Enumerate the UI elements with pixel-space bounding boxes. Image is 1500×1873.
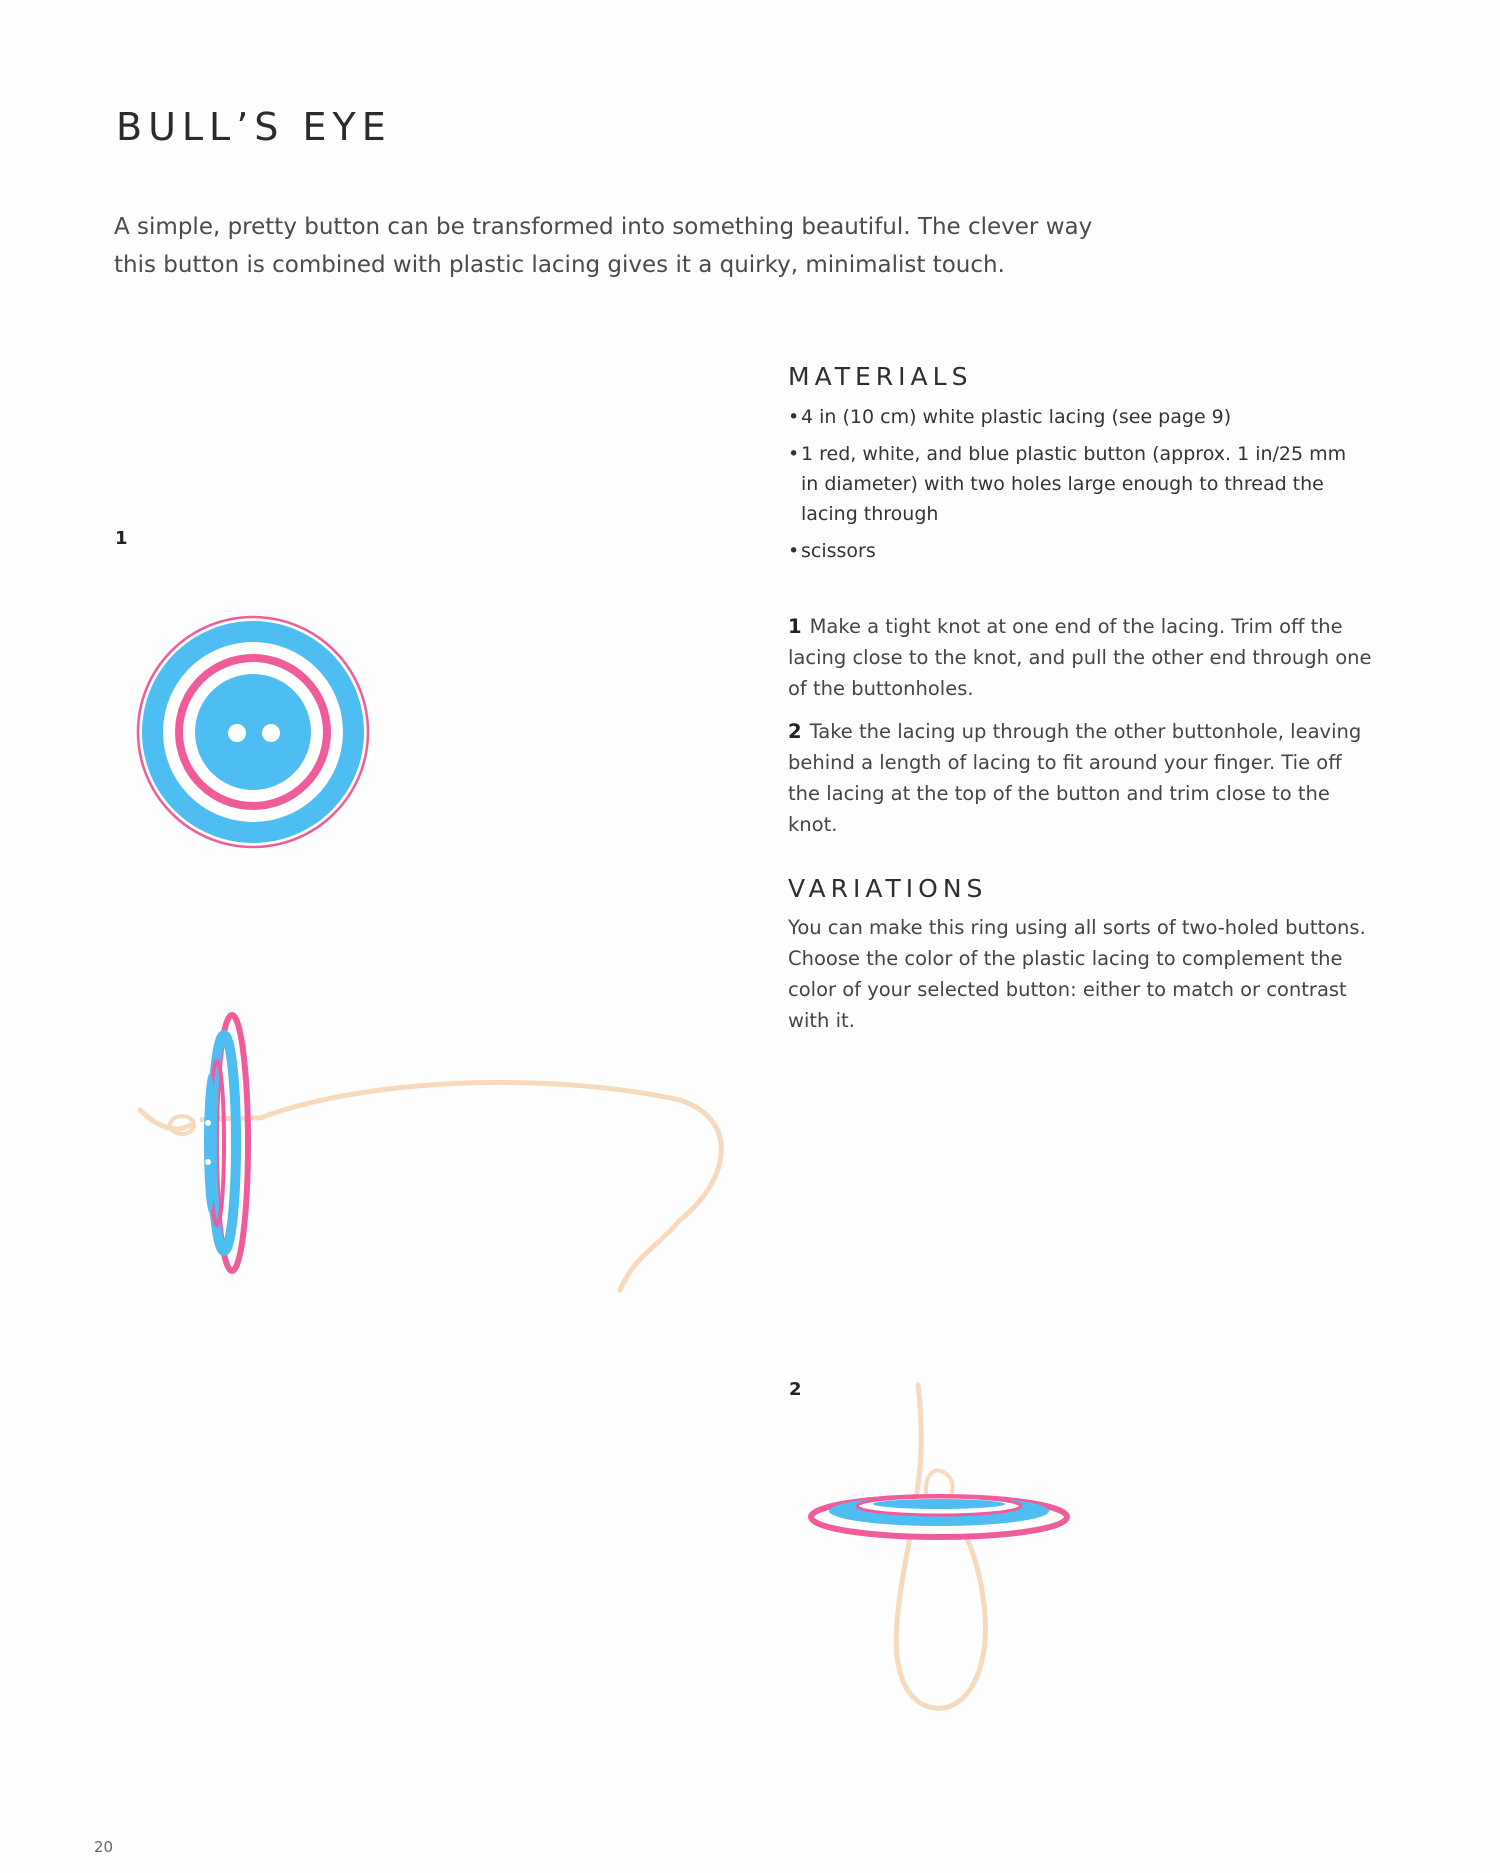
- list-item: •4 in (10 cm) white plastic lacing (see page 9): [788, 406, 1232, 428]
- material-item-text: 1 red, white, and blue plastic button (approx. 1 in/25 mm in diameter) with two holes large enough to thread the lacing through: [801, 443, 1347, 525]
- step-2: [788, 716, 1373, 840]
- step-1: [788, 611, 1373, 704]
- step-number: 2: [788, 720, 802, 743]
- page-title: BULL’S EYE: [116, 105, 392, 149]
- material-item-text: scissors: [801, 540, 876, 562]
- step-text: Make a tight knot at one end of the lacing. Trim off the lacing close to the knot, and pull the other end through one of the buttonholes.: [788, 615, 1372, 700]
- variations-heading: VARIATIONS: [788, 874, 988, 903]
- list-item: •1 red, white, and blue plastic button (approx. 1 in/25 mm in diameter) with two holes large enough to thread the lacing through: [788, 443, 1347, 525]
- button-side-view-lacing-illustration: [120, 1000, 740, 1310]
- step-number: 1: [788, 615, 802, 638]
- page-number: 20: [94, 1838, 114, 1856]
- materials-list: [788, 402, 1348, 573]
- intro-paragraph: A simple, pretty button can be transformed into something beautiful. The clever way this button is combined with plastic lacing gives it a quirky, minimalist touch.: [114, 214, 1093, 278]
- step-text: Take the lacing up through the other buttonhole, leaving behind a length of lacing to fit around your finger. Tie off the lacing at the top of the button and trim close to the knot.: [788, 720, 1362, 836]
- button-top-view-illustration: [130, 610, 380, 860]
- variations-text: You can make this ring using all sorts of two-holed buttons. Choose the color of the plastic lacing to complement the color of your selected button: either to match or contrast with it.: [788, 916, 1366, 1032]
- figure-2-label: 2: [789, 1379, 802, 1400]
- figure-1-label: 1: [115, 528, 128, 549]
- materials-heading: MATERIALS: [788, 362, 973, 391]
- list-item: •scissors: [788, 540, 876, 562]
- finished-ring-illustration: [800, 1365, 1080, 1725]
- material-item-text: 4 in (10 cm) white plastic lacing (see page 9): [801, 406, 1232, 428]
